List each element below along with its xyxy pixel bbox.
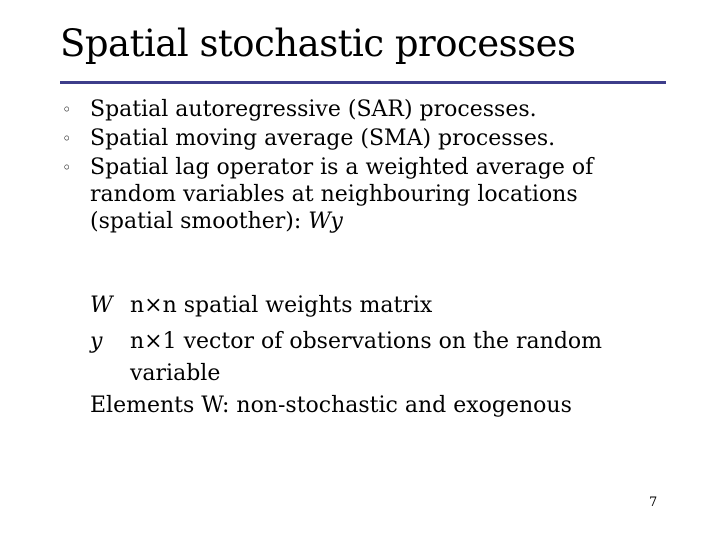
definition-y [90,324,650,388]
spatial-lag-formula: Wy [308,209,343,234]
definition-text: n×1 vector of observations on the random [130,329,603,354]
bullet-text-line-1: Spatial lag operator is a weighted average of [90,155,594,180]
bullet-text: Spatial autoregressive (SAR) processes. [90,97,537,122]
definition-text: n×n spatial weights matrix [130,293,433,318]
page-number: 7 [649,495,658,510]
bullet-text-line-3 [90,208,660,235]
definition-symbol: y [90,329,103,354]
elements-note: Elements W: non-stochastic and exogenous [90,393,572,418]
bullet-icon: ◦ [62,100,72,119]
bullet-list [60,96,660,237]
definition-symbol: W [90,293,113,318]
smoother-label: (spatial smoother): [90,209,309,234]
bullet-text: Spatial moving average (SMA) processes. [90,126,556,151]
slide-title: Spatial stochastic processes [60,22,576,65]
bullet-text-line-2: random variables at neighbouring locations [90,182,578,207]
bullet-item-spatial-lag [60,154,660,235]
definitions-block [90,288,650,424]
bullet-icon: ◦ [62,129,72,148]
definition-w [90,288,650,324]
definition-continuation: variable [130,361,221,386]
title-divider [60,81,666,84]
bullet-item-sma [60,125,660,152]
bullet-item-sar [60,96,660,123]
bullet-icon: ◦ [62,158,72,177]
